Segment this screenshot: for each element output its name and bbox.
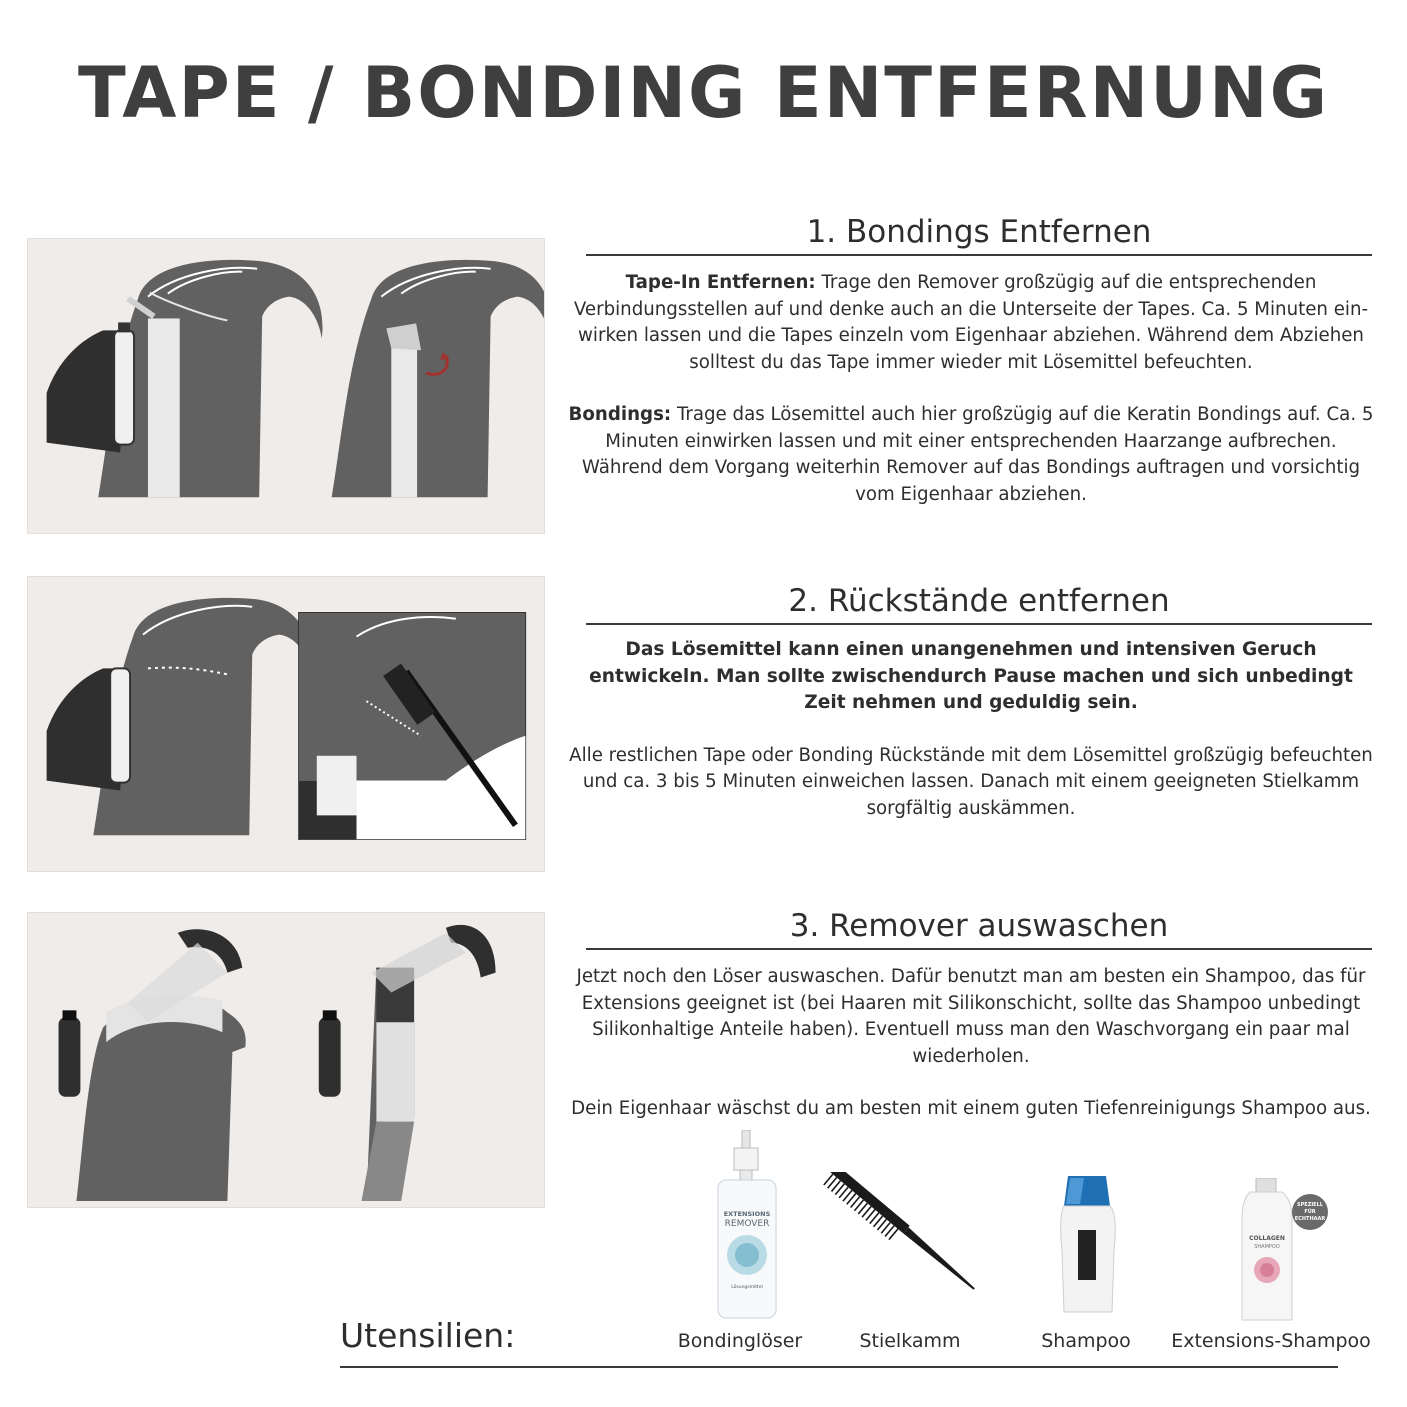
badge-line2: FÜR [1304,1209,1316,1215]
utensil-label-shampoo: Shampoo [1041,1330,1131,1352]
tape-removal-illustration [28,239,544,533]
warning-paragraph: Das Lösemittel kann einen unangenehmen und intensiven Geruch entwickeln. Man sollte zwischendurch Pause machen und sich unbedingt Zeit nehmen und geduldig sein. [589,639,1353,713]
badge-line1: SPEZIELL [1297,1202,1323,1208]
wash-out-illustration [28,913,544,1207]
section-remover-auswaschen [566,908,1376,1123]
utensil-label-extensions-shampoo: Extensions-Shampoo [1171,1330,1371,1352]
illustration-residue-removal [27,576,545,872]
badge-line3: ECHTHAAR [1294,1216,1326,1222]
section-heading: 3. Remover auswaschen [586,908,1372,950]
tape-in-lead: Tape-In Entfernen: [625,272,816,293]
remover-bottle-icon [712,1130,782,1320]
section-bondings-entfernen [566,214,1376,508]
residue-paragraph: Alle restlichen Tape oder Bonding Rückstände mit dem Lösemittel großzügig befeuchten und ca. 3 bis 5 Minuten einweichen lassen. Danach mit einem geeigneten Stielkamm sorgfältig auskämmen. [569,744,1373,819]
own-hair-paragraph: Dein Eigenhaar wäschst du am besten mit einem guten Tiefenreinigungs Shampoo aus. [571,1098,1371,1119]
utensils-divider [340,1366,1338,1368]
shampoo-bottle-icon [1058,1172,1118,1318]
section-heading: 1. Bondings Entfernen [586,214,1372,256]
remover-bottle-line3: Lösungsmittel [731,1285,763,1290]
section-heading: 2. Rückstände entfernen [586,583,1372,625]
extensions-bottle-line2: SHAMPOO [1254,1244,1280,1250]
utensils-title: Utensilien: [340,1316,516,1355]
residue-removal-illustration [28,577,544,871]
tape-in-paragraph [566,270,1376,376]
extensions-bottle-line1: COLLAGEN [1249,1235,1285,1242]
bondings-lead: Bondings: [568,404,672,425]
hair-figure-spray [47,598,313,835]
closeup-comb-panel [299,613,525,839]
remover-bottle-line2: REMOVER [724,1219,770,1229]
hair-figure-wash-left [59,929,246,1201]
hair-figure-right [332,260,544,497]
section-rueckstaende-entfernen [566,583,1376,822]
utensil-label-bondingloeser: Bondinglöser [677,1330,803,1352]
illustration-tape-removal [27,238,545,534]
hair-figure-left [47,260,323,497]
tape-in-text: Trage den Remover großzügig auf die entsprechenden Verbindungsstellen auf und denke auch an die Unterseite der Tapes. Ca. 5 Minuten einwirken lassen und die Tapes einzeln vom Eigenhaar abziehen. Während dem Abziehen solltest du das Tape immer wieder mit Lösemittel befeuchten. [573,272,1369,373]
page-title: TAPE / BONDING ENTFERNUNG [77,52,1330,134]
utensil-label-stielkamm: Stielkamm [859,1330,961,1352]
tail-comb-icon [822,1172,977,1320]
bondings-text: Trage das Lösemittel auch hier großzügig auf die Keratin Bondings auf. Ca. 5 Minuten einwirken lassen und mit einer entsprechenden Haarzange aufbrechen. Während dem Vorgang weiterhin Remover auf das Bondings auftragen und vorsichtig vom Eigenhaar abziehen. [581,404,1374,505]
illustration-wash-out [27,912,545,1208]
bondings-paragraph [566,402,1376,508]
remover-bottle-line1: EXTENSIONS [723,1210,771,1218]
hair-figure-wash-right [319,925,496,1201]
wash-paragraph: Jetzt noch den Löser auswaschen. Dafür benutzt man am besten ein Shampoo, das für Extensions geeignet ist (bei Haaren mit Silikonschicht, sollte das Shampoo unbedingt Silikonhaltige Anteile haben). Eventuell muss man den Waschvorgang ein paar mal wiederholen. [576,966,1366,1067]
extensions-shampoo-bottle-icon [1238,1178,1330,1324]
